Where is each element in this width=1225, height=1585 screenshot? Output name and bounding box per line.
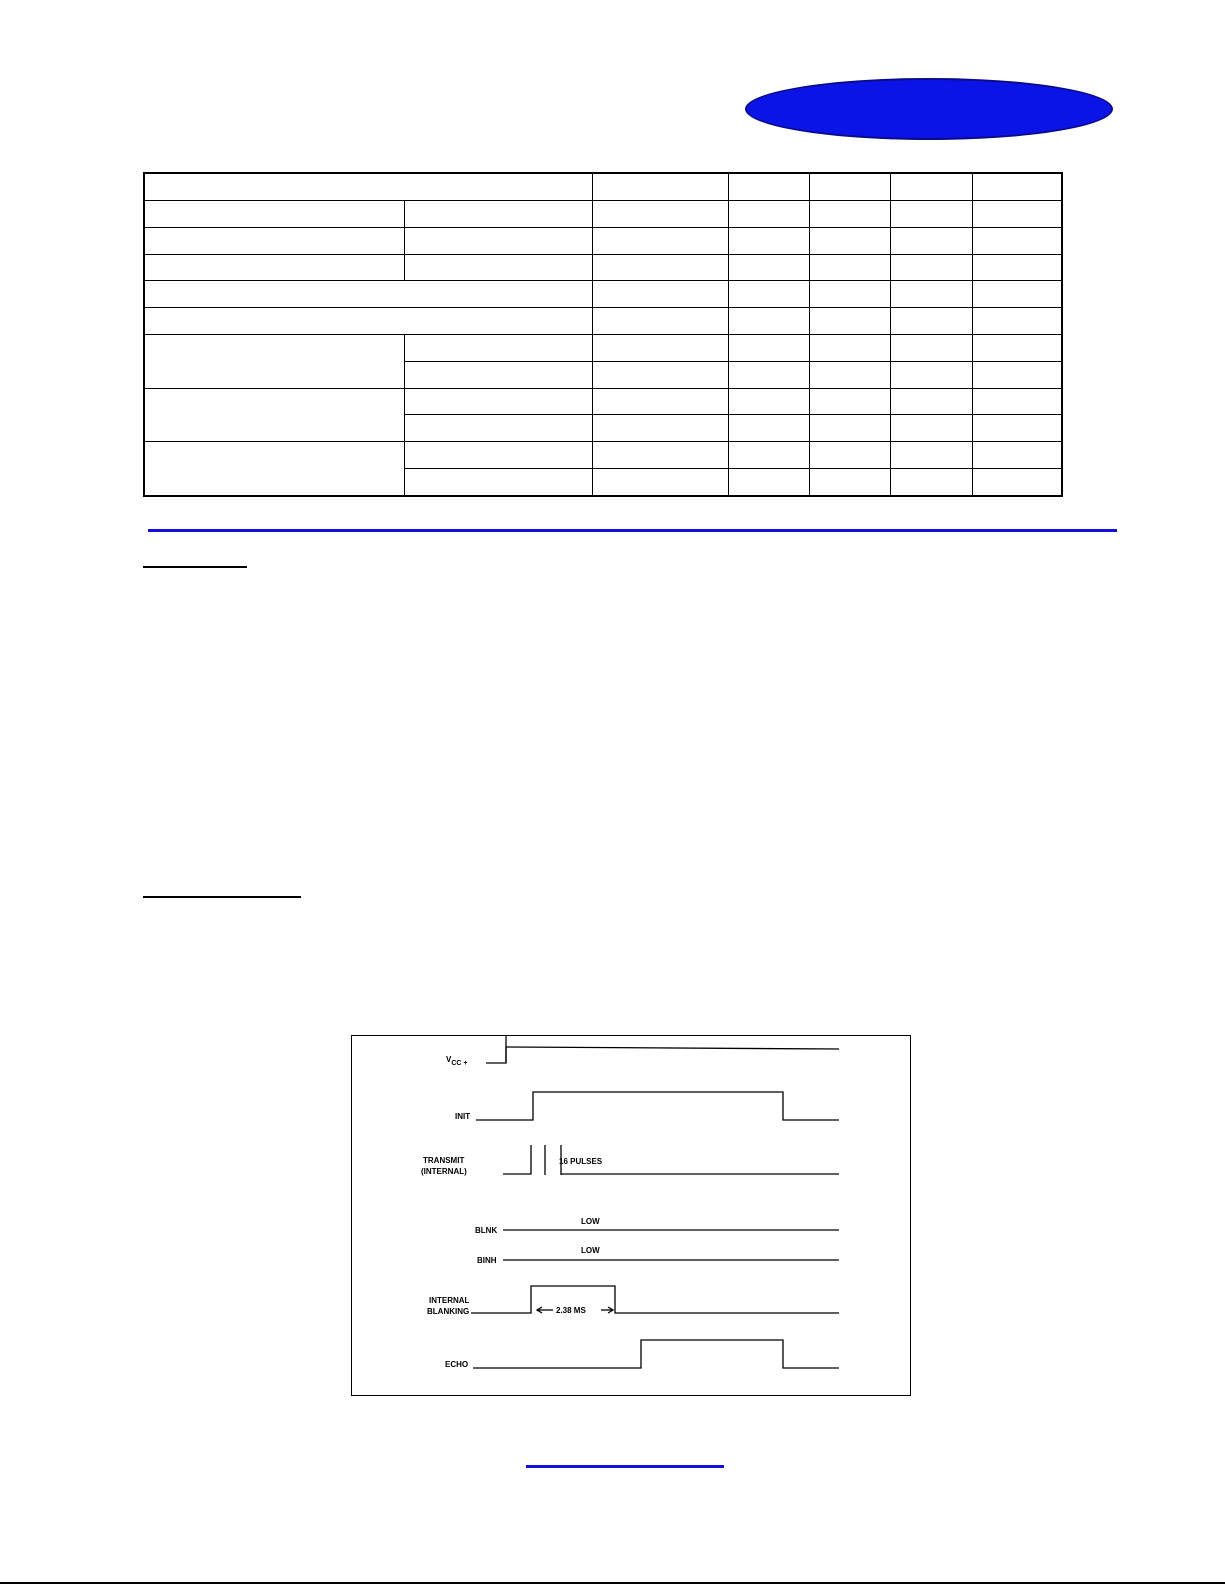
table-cell <box>890 469 972 496</box>
table-cell <box>890 388 972 415</box>
table-cell <box>593 361 728 388</box>
table-cell <box>810 308 891 335</box>
internal-blanking-label-sub: BLANKING <box>427 1307 470 1316</box>
table-cell <box>144 442 404 496</box>
table-cell <box>972 442 1062 469</box>
table-cell <box>890 308 972 335</box>
internal-blanking-waveform <box>471 1286 839 1313</box>
table-cell <box>144 308 593 335</box>
table-cell <box>144 200 404 227</box>
transmit-waveform <box>503 1145 531 1174</box>
table-row <box>144 334 1062 361</box>
table-cell <box>810 442 891 469</box>
table-cell <box>810 469 891 496</box>
table-cell <box>404 227 593 254</box>
table-cell <box>972 173 1062 200</box>
table-cell <box>810 254 891 281</box>
section-heading-underline <box>143 896 301 898</box>
table-cell <box>972 388 1062 415</box>
blanking-duration: 2.38 MS <box>556 1306 586 1315</box>
vcc-waveform <box>486 1035 506 1063</box>
table-row <box>144 254 1062 281</box>
table-row <box>144 173 1062 200</box>
table-cell <box>593 254 728 281</box>
table-cell <box>593 173 728 200</box>
table-cell <box>144 388 404 442</box>
table-cell <box>144 173 593 200</box>
table-cell <box>890 200 972 227</box>
table-cell <box>593 308 728 335</box>
table-cell <box>728 361 810 388</box>
transmit-label: TRANSMIT <box>423 1156 465 1165</box>
table-cell <box>890 415 972 442</box>
table-cell <box>404 200 593 227</box>
table-cell <box>890 442 972 469</box>
table-row <box>144 442 1062 469</box>
vcc-label: VCC + <box>446 1055 468 1067</box>
internal-blanking-label: INTERNAL <box>429 1296 470 1305</box>
binh-label: BINH <box>477 1256 497 1265</box>
table-cell <box>810 281 891 308</box>
table-row <box>144 200 1062 227</box>
table-cell <box>593 442 728 469</box>
table-cell <box>728 442 810 469</box>
table-cell <box>728 173 810 200</box>
table-cell <box>404 469 593 496</box>
table-cell <box>404 254 593 281</box>
table-cell <box>972 415 1062 442</box>
blnk-label: BLNK <box>475 1226 498 1235</box>
table-cell <box>728 254 810 281</box>
table-cell <box>810 388 891 415</box>
table-cell <box>404 442 593 469</box>
echo-label: ECHO <box>445 1360 469 1369</box>
table-cell <box>593 200 728 227</box>
footer-rule <box>0 1582 1225 1584</box>
table-cell <box>890 361 972 388</box>
table-cell <box>810 227 891 254</box>
table-cell <box>593 334 728 361</box>
table-row <box>144 308 1062 335</box>
table-cell <box>972 308 1062 335</box>
table-cell <box>593 388 728 415</box>
table-cell <box>728 415 810 442</box>
table-cell <box>890 227 972 254</box>
table-cell <box>810 200 891 227</box>
timing-diagram <box>351 1035 911 1396</box>
table-cell <box>144 281 593 308</box>
table-cell <box>890 173 972 200</box>
table-cell <box>728 281 810 308</box>
table-cell <box>972 334 1062 361</box>
header-badge-oval <box>745 78 1113 140</box>
table-cell <box>728 388 810 415</box>
table-cell <box>144 227 404 254</box>
specification-table <box>143 172 1063 497</box>
table-cell <box>404 415 593 442</box>
table-cell <box>728 308 810 335</box>
table-cell <box>890 281 972 308</box>
table-cell <box>972 469 1062 496</box>
section-divider <box>148 529 1117 532</box>
table-cell <box>593 281 728 308</box>
section-heading-underline <box>143 566 247 568</box>
table-cell <box>728 469 810 496</box>
table-row <box>144 388 1062 415</box>
table-cell <box>593 469 728 496</box>
table-cell <box>144 334 404 388</box>
table-cell <box>593 227 728 254</box>
table-cell <box>404 388 593 415</box>
blnk-state: LOW <box>581 1217 600 1226</box>
table-cell <box>890 334 972 361</box>
table-row <box>144 227 1062 254</box>
table-cell <box>404 361 593 388</box>
table-cell <box>810 334 891 361</box>
table-cell <box>810 415 891 442</box>
table-cell <box>728 227 810 254</box>
table-cell <box>144 254 404 281</box>
init-label: INIT <box>455 1112 471 1121</box>
table-cell <box>404 334 593 361</box>
table-cell <box>728 200 810 227</box>
vcc-waveform-high <box>506 1047 839 1063</box>
transmit-label-sub: (INTERNAL) <box>421 1167 467 1176</box>
link-underline[interactable] <box>526 1465 724 1468</box>
table-cell <box>972 361 1062 388</box>
table-cell <box>972 254 1062 281</box>
binh-state: LOW <box>581 1246 600 1255</box>
table-row <box>144 281 1062 308</box>
table-cell <box>593 415 728 442</box>
init-waveform <box>476 1092 839 1120</box>
echo-waveform <box>473 1340 839 1368</box>
table-cell <box>728 334 810 361</box>
table-cell <box>890 254 972 281</box>
table-cell <box>972 227 1062 254</box>
table-cell <box>810 361 891 388</box>
table-cell <box>972 281 1062 308</box>
table-cell <box>972 200 1062 227</box>
table-cell <box>810 173 891 200</box>
pulses-annotation: 16 PULSES <box>559 1157 603 1166</box>
